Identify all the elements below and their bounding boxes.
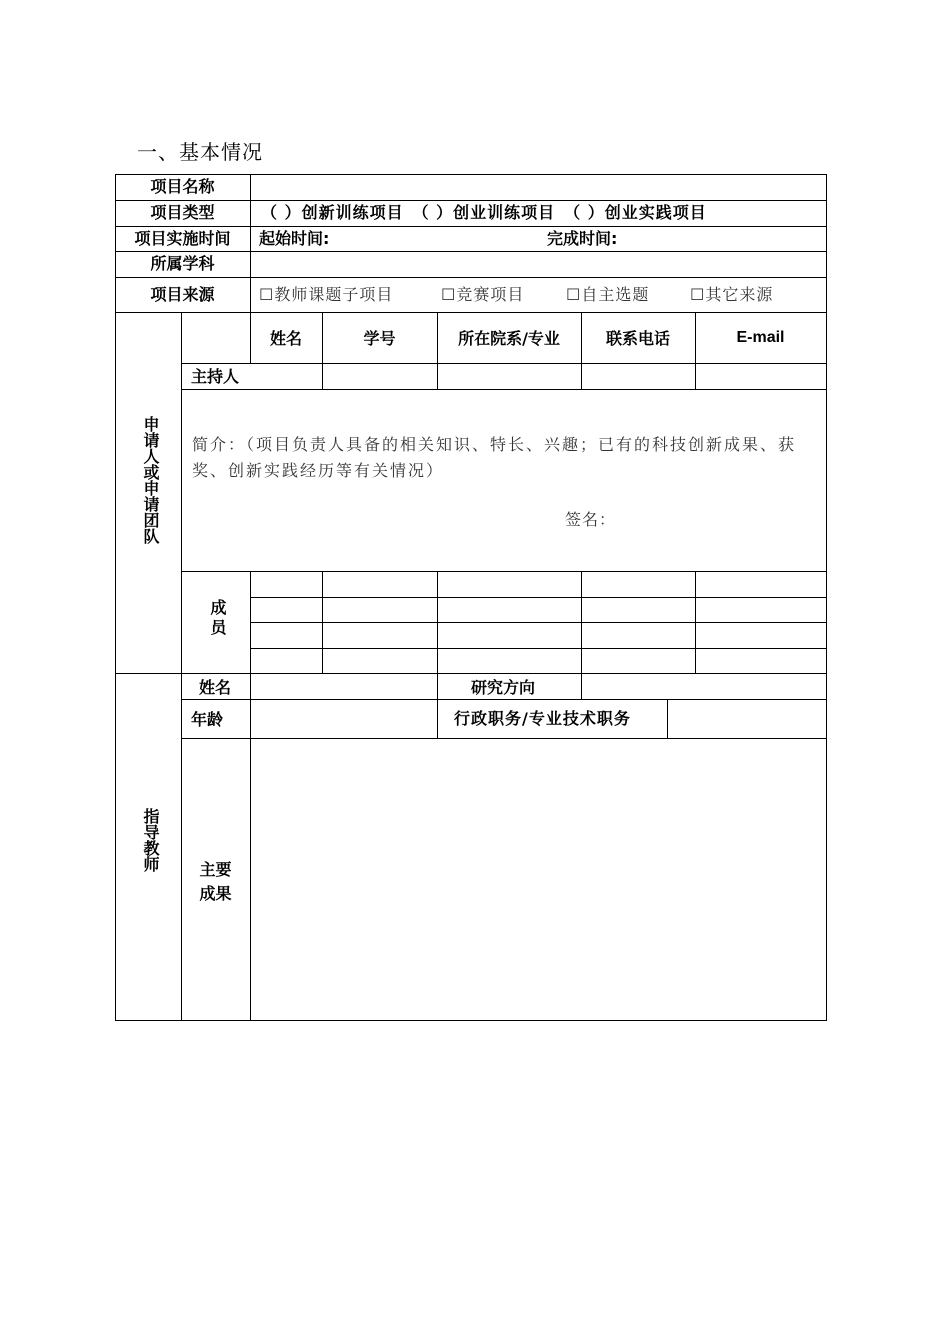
members-label: 成员 bbox=[208, 599, 227, 639]
header-department: 所在院系/专业 bbox=[458, 329, 560, 348]
end-time-label: 完成时间: bbox=[547, 229, 618, 248]
achievements-label: 主要成果 bbox=[199, 860, 232, 903]
header-phone: 联系电话 bbox=[605, 329, 670, 348]
advisor-name-label: 姓名 bbox=[199, 678, 232, 697]
header-email: E-mail bbox=[736, 329, 785, 346]
age-label: 年龄 bbox=[191, 710, 224, 729]
source-option-competition[interactable]: ☐竞赛项目 bbox=[441, 285, 525, 304]
source-option-other[interactable]: ☐其它来源 bbox=[690, 285, 774, 304]
section-title: 一、基本情况 bbox=[137, 140, 263, 164]
research-direction-label: 研究方向 bbox=[471, 678, 536, 697]
discipline-label: 所属学科 bbox=[150, 254, 215, 273]
source-option-teacher[interactable]: ☐教师课题子项目 bbox=[259, 285, 394, 304]
application-form-table bbox=[115, 174, 827, 1021]
advisor-section-label: 指导教师 bbox=[141, 808, 160, 872]
source-option-self[interactable]: ☐自主选题 bbox=[566, 285, 650, 304]
team-section-label: 申请人或申请团队 bbox=[141, 416, 160, 544]
leader-label: 主持人 bbox=[191, 367, 240, 386]
signature-label: 签名： bbox=[565, 510, 617, 529]
project-type-options[interactable]: （ ）创新训练项目 （ ）创业训练项目 （ ）创业实践项目 bbox=[261, 203, 707, 222]
period-label: 项目实施时间 bbox=[134, 229, 231, 248]
project-type-label: 项目类型 bbox=[150, 203, 215, 222]
intro-text: 简介：（项目负责人具备的相关知识、特长、兴趣；已有的科技创新成果、获奖、创新实践经历等有关情况） bbox=[192, 435, 797, 480]
project-name-label: 项目名称 bbox=[150, 177, 215, 196]
source-label: 项目来源 bbox=[150, 285, 215, 304]
position-title-label: 行政职务/专业技术职务 bbox=[454, 709, 631, 728]
header-name: 姓名 bbox=[269, 329, 302, 348]
header-student-id: 学号 bbox=[363, 329, 396, 348]
start-time-label: 起始时间: bbox=[259, 229, 330, 248]
